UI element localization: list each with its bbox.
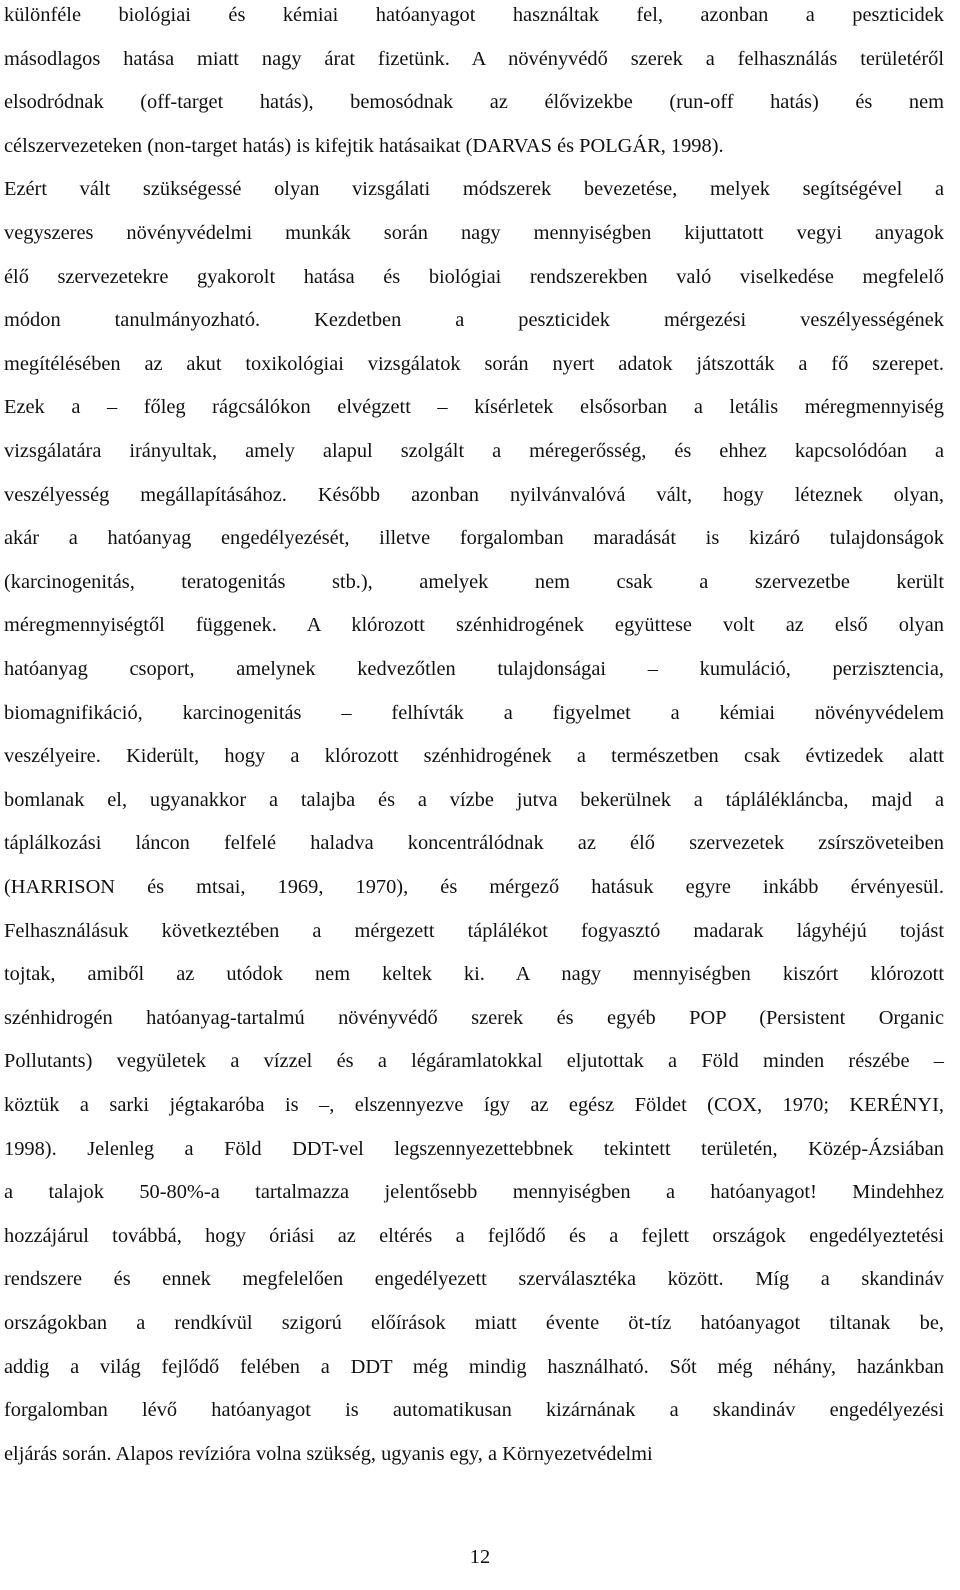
text-line: köztük a sarki jégtakaróba is –, elszennyezve így az egész Földet (COX, 1970; KERÉNYI,: [4, 1094, 944, 1116]
text-line: biomagnifikáció, karcinogenitás – felhívták a figyelmet a kémiai növényvédelem: [4, 701, 944, 724]
text-line: különféle biológiai és kémiai hatóanyagot használtak fel, azonban a peszticidek: [4, 4, 944, 26]
text-line: másodlagos hatása miatt nagy árat fizetünk. A növényvédő szerek a felhasználás területéről: [4, 47, 944, 70]
text-line: táplálkozási láncon felfelé haladva koncentrálódnak az élő szervezetek zsírszöveteiben: [4, 832, 944, 855]
text-line: célszervezeteken (non-target hatás) is kifejtik hatásaikat (DARVAS és POLGÁR, 1998).: [4, 134, 724, 157]
text-line: bomlanak el, ugyanakkor a talajba és a vízbe jutva bekerülnek a táplálékláncba, majd a: [4, 788, 944, 811]
text-line: vizsgálatára irányultak, amely alapul szolgált a méregerősség, és ehhez kapcsolódóan a: [4, 440, 944, 462]
text-line: veszélyeire. Kiderült, hogy a klórozott szénhidrogének a természetben csak évtizedek alatt: [4, 745, 944, 768]
text-line: Pollutants) vegyületek a vízzel és a légáramlatokkal eljutottak a Föld minden részébe –: [4, 1050, 944, 1073]
text-line: eljárás során. Alapos revízióra volna szükség, ugyanis egy, a Környezetvédelmi: [4, 1442, 653, 1465]
text-line: addig a világ fejlődő felében a DDT még mindig használható. Sőt még néhány, hazánkban: [4, 1355, 944, 1378]
text-line: akár a hatóanyag engedélyezését, illetve forgalomban maradását is kizáró tulajdonságok: [4, 527, 944, 550]
text-line: módon tanulmányozható. Kezdetben a peszticidek mérgezési veszélyességének: [4, 309, 944, 332]
text-line: Ezért vált szükségessé olyan vizsgálati módszerek bevezetése, melyek segítségével a: [4, 178, 944, 201]
text-line: a talajok 50-80%-a tartalmazza jelentősebb mennyiségben a hatóanyagot! Mindehhez: [4, 1181, 944, 1204]
text-line: hozzájárul továbbá, hogy óriási az eltérés a fejlődő és a fejlett országok engedélyeztetési: [4, 1224, 944, 1247]
text-line: élő szervezetekre gyakorolt hatása és biológiai rendszerekben való viselkedése megfelelő: [4, 265, 944, 288]
text-line: elsodródnak (off-target hatás), bemosódnak az élővizekbe (run-off hatás) és nem: [4, 91, 944, 114]
text-line: (HARRISON és mtsai, 1969, 1970), és mérgező hatásuk egyre inkább érvényesül.: [4, 876, 944, 898]
page-number: 12: [469, 1546, 491, 1568]
text-line: tojtak, amiből az utódok nem keltek ki. A nagy mennyiségben kiszórt klórozott: [4, 963, 944, 986]
text-line: Ezek a – főleg rágcsálókon elvégzett – kísérletek elsősorban a letális méregmennyiség: [4, 396, 944, 419]
text-line: hatóanyag csoport, amelynek kedvezőtlen tulajdonságai – kumuláció, perzisztencia,: [4, 658, 944, 680]
text-line: vegyszeres növényvédelmi munkák során nagy mennyiségben kijuttatott vegyi anyagok: [4, 222, 944, 244]
text-line: (karcinogenitás, teratogenitás stb.), amelyek nem csak a szervezetbe került: [4, 570, 944, 593]
text-line: megítélésében az akut toxikológiai vizsgálatok során nyert adatok játszották a fő szerepet.: [4, 352, 944, 375]
text-line: országokban a rendkívül szigorú előírások miatt évente öt-tíz hatóanyagot tiltanak be,: [4, 1312, 944, 1334]
text-line: szénhidrogén hatóanyag-tartalmú növényvédő szerek és egyéb POP (Persistent Organic: [4, 1006, 944, 1029]
text-line: méregmennyiségtől függenek. A klórozott szénhidrogének együttese volt az első olyan: [4, 614, 944, 637]
text-line: Felhasználásuk következtében a mérgezett táplálékot fogyasztó madarak lágyhéjú tojást: [4, 919, 944, 942]
text-line: forgalomban lévő hatóanyagot is automatikusan kizárnának a skandináv engedélyezési: [4, 1399, 944, 1422]
text-line: veszélyesség megállapításához. Később azonban nyilvánvalóvá vált, hogy léteznek olyan,: [4, 483, 944, 506]
text-line: rendszere és ennek megfelelően engedélyezett szerválasztéka között. Míg a skandináv: [4, 1268, 944, 1291]
text-line: 1998). Jelenleg a Föld DDT-vel legszennyezettebbnek tekintett területén, Közép-Ázsiában: [4, 1137, 944, 1160]
